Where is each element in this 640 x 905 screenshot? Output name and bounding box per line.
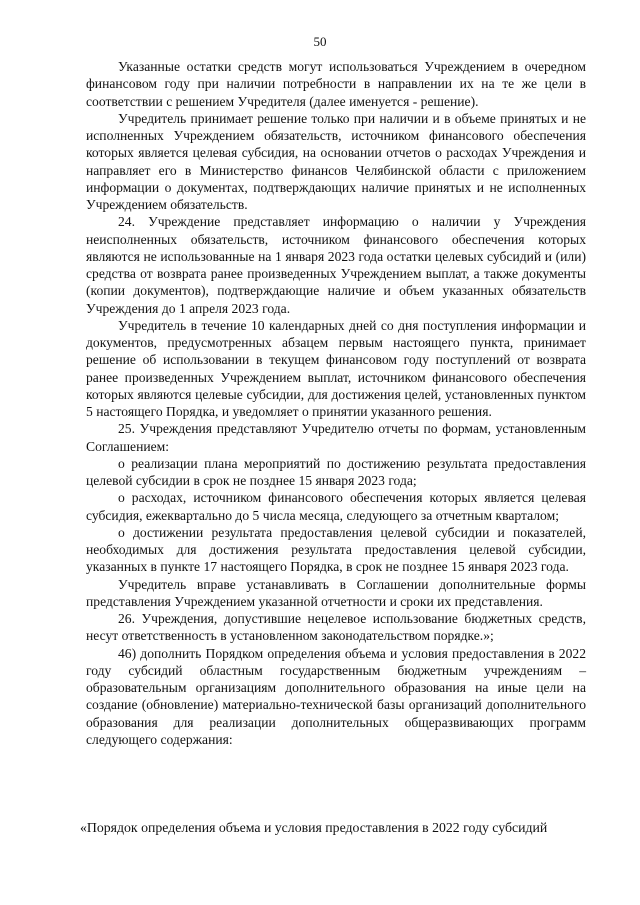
page-number: 50 [313,34,327,49]
paragraph-report-results: о достижении результата предоставления целевой субсидии и показателей, необходимых для достижения результата предоставления целевой субсидии, указанных в пункте 17 настоящего Порядка, в срок не позднее 15 января 2023 года. [86,524,586,575]
paragraph-remaining-funds: Указанные остатки средств могут использоваться Учреждением в очередном финансовом году при наличии потребности в направлении их на те же цели в соответствии с решением Учредителя (далее именуется - решение). [86,59,586,109]
paragraph-report-expenses: о расходах, источником финансового обеспечения которых является целевая субсидия, ежеквартально до 5 числа месяца, следующего за отчетным кварталом; [86,490,586,523]
paragraph-item-24: 24. Учреждение представляет информацию о наличии у Учреждения неисполненных обязательств, источником финансового обеспечения которых являются не использованные на 1 января 2023 года остатки целевых субсидий и (или) средства от возврата ранее произведенных Учреждением выплат, а также документы (копии документов), подтверждающие наличие и объем указанных обязательств Учреждения до 1 апреля 2023 года. [86,214,586,316]
paragraph-founder-10-days: Учредитель в течение 10 календарных дней со дня поступления информации и документов, предусмотренных абзацем первым настоящего пункта, принимает решение об использовании в текущем финансовом году поступлений от возврата ранее произведенных Учреждением выплат, источником финансового обеспечения которых являются целевые субсидии, для достижения целей, установленных пунктом 5 настоящего Порядка, и уведомляет о принятии указанного решения. [86,317,586,419]
paragraph-item-46: 46) дополнить Порядком определения объема и условия предоставления в 2022 году субсидий областным государственным бюджетным учреждениям – образовательным организациям дополнительного образования на иные цели на создание (обновление) материально-технической базы организаций дополнительного образования для реализации дополнительных общеразвивающих программ следующего содержания: [86,645,586,747]
paragraph-founder-decision: Учредитель принимает решение только при наличии и в объеме принятых и не исполненных Учреждением обязательств, источником финансового обеспечения которых является целевая субсидия, на основании отчетов о расходах Учреждения и направляет его в Министерство финансов Челябинской области с приложением информации о документах, подтверждающих наличие принятых и не исполненных Учреждением обязательств. [86,110,586,212]
paragraph-additional-forms: Учредитель вправе устанавливать в Соглашении дополнительные формы представления Учреждением указанной отчетности и сроки их представления. [86,576,586,609]
paragraph-report-plan: о реализации плана мероприятий по достижению результата предоставления целевой субсидии в срок не позднее 15 января 2023 года; [86,455,586,488]
section-title: «Порядок определения объема и условия предоставления в 2022 году субсидий [80,820,548,835]
body-text [86,58,586,748]
paragraph-item-26: 26. Учреждения, допустившие нецелевое использование бюджетных средств, несут ответственность в установленном законодательством порядке.»; [86,611,586,644]
paragraph-item-25: 25. Учреждения представляют Учредителю отчеты по формам, установленным Соглашением: [86,421,586,454]
